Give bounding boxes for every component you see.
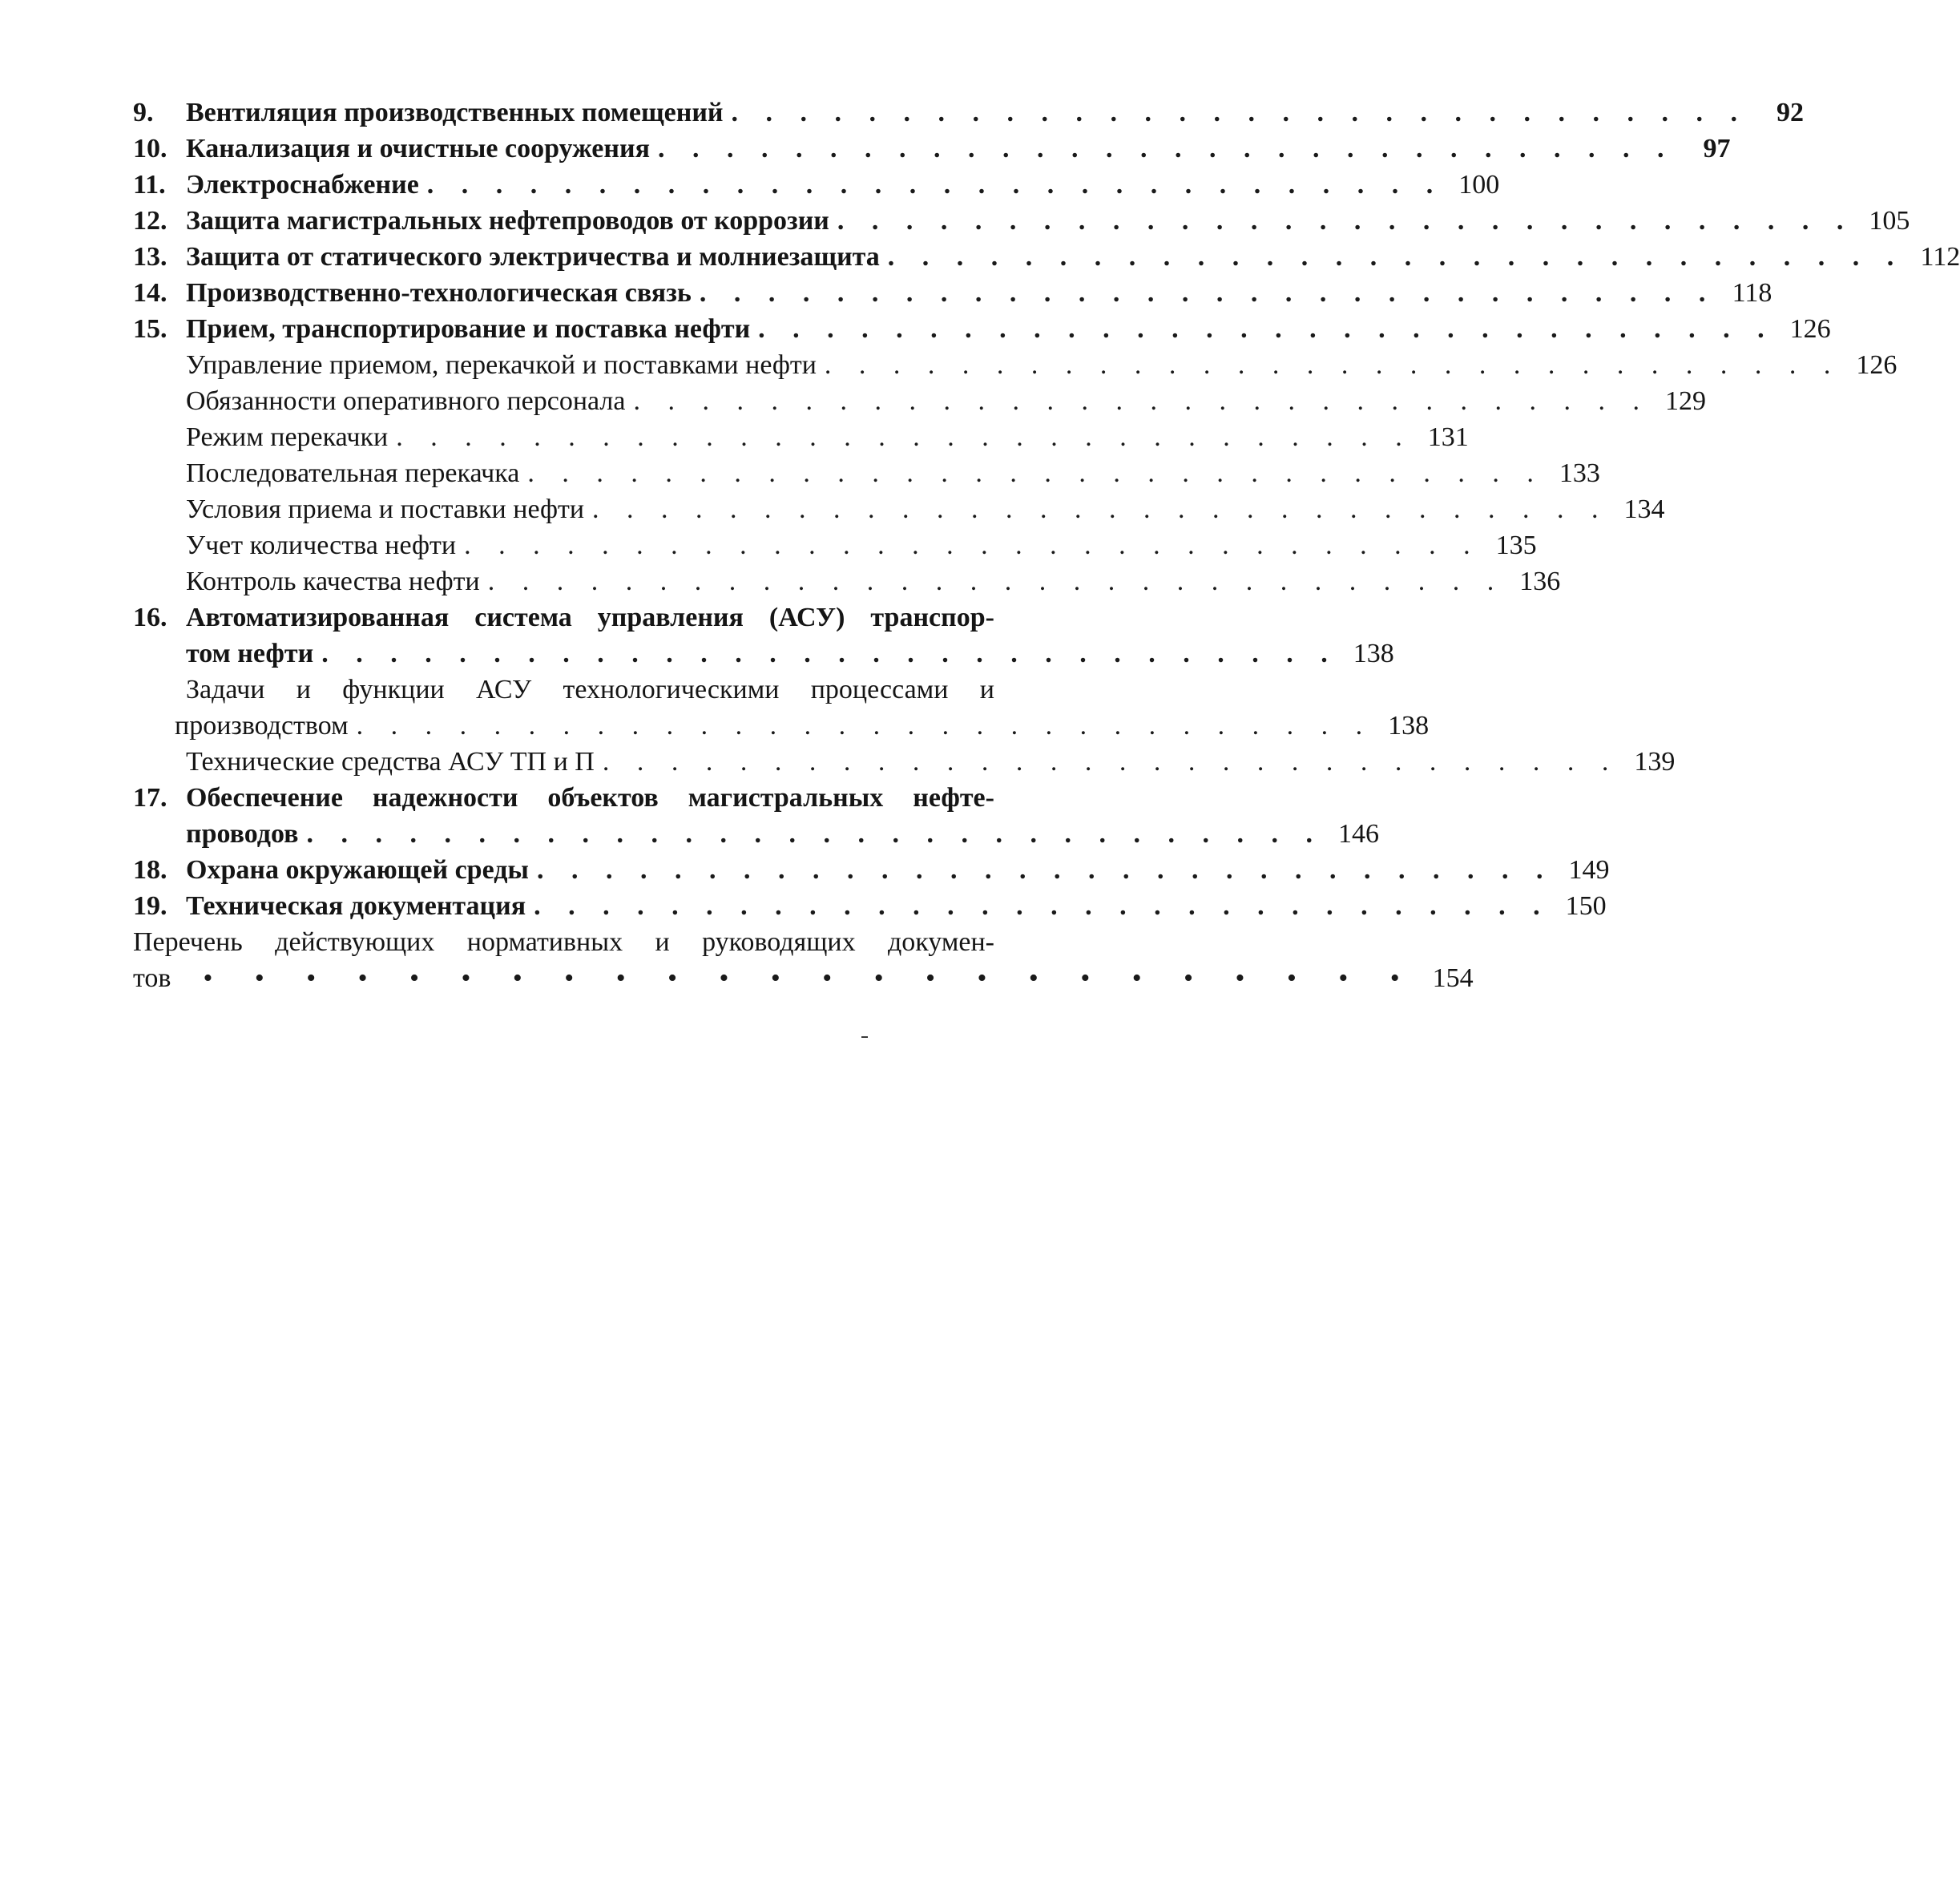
- entry-title: Защита магистральных нефтепроводов от коррозии: [186, 206, 829, 236]
- entry-title-continued: тов: [133, 963, 171, 993]
- entry-title: Электроснабжение: [186, 170, 419, 200]
- leader-dots: . . . . . . . . . . . . . . . . . . . . . . . . . . . . . .: [487, 567, 1505, 596]
- entry-title: Контроль качества нефти: [186, 567, 480, 596]
- leader-dots: . . . . . . . . . . . . . . . . . . . . . . . . . . . . . .: [758, 314, 1775, 344]
- toc-entry-12: [133, 203, 1910, 239]
- entry-title: Обязанности оперативного персонала: [186, 386, 626, 416]
- entry-title-word: нормативных: [466, 927, 623, 957]
- entry-page: 129: [1664, 386, 1706, 416]
- entry-page: 118: [1732, 278, 1772, 308]
- toc-subentry: [133, 455, 1600, 491]
- entry-page: 138: [1353, 639, 1394, 668]
- entry-title-word: и: [655, 927, 670, 957]
- entry-page: 146: [1338, 819, 1380, 849]
- entry-number: 10.: [133, 134, 167, 163]
- toc-subentry: [133, 383, 1706, 419]
- entry-title: Учет количества нефти: [186, 531, 457, 560]
- entry-page: 100: [1458, 170, 1500, 200]
- entry-title: Канализация и очистные сооружения: [186, 134, 650, 163]
- entry-page: 126: [1856, 350, 1897, 380]
- toc-entry-17-line2: [133, 816, 1380, 852]
- leader-dots: . . . . . . . . . . . . . . . . . . . . . . . . . . . . . .: [464, 531, 1481, 560]
- toc-subentry: [133, 563, 1561, 599]
- leader-dots: . . . . . . . . . . . . . . . . . . . . . . . . . . . . . .: [592, 494, 1609, 524]
- entry-page: 133: [1559, 458, 1600, 488]
- entry-title-word: процессами: [810, 675, 949, 704]
- entry-title-word: руководящих: [702, 927, 856, 957]
- entry-title-word: Задачи: [186, 675, 265, 704]
- entry-title: Режим перекачки: [186, 422, 389, 452]
- entry-title-continued: производством: [175, 711, 349, 741]
- entry-title: Управление приемом, перекачкой и поставками нефти: [186, 350, 817, 380]
- entry-page: 135: [1495, 531, 1537, 560]
- entry-title-word: объектов: [547, 783, 659, 813]
- leader-dots: . . . . . . . . . . . . . . . . . . . . . . . . . . . . . .: [824, 350, 1841, 380]
- entry-title: Защита от статического электричества и молниезащита: [186, 242, 880, 272]
- entry-title-word: функции: [342, 675, 445, 704]
- toc-entry-16-line1: [133, 599, 1087, 636]
- entry-page: 126: [1789, 314, 1831, 344]
- entry-number: 12.: [133, 206, 167, 236]
- toc-subentry: [133, 491, 1665, 527]
- entry-page: 136: [1519, 567, 1561, 596]
- leader-dots: . . . . . . . . . . . . . . . . . . . . . . . . . . . . . .: [536, 855, 1554, 885]
- entry-number: 18.: [133, 855, 167, 885]
- entry-title-word: управления: [597, 603, 744, 632]
- leader-dots: . . . . . . . . . . . . . . . . . . . . . . . . . . . . . .: [731, 98, 1748, 127]
- leader-dots: . . . . . . . . . . . . . . . . . . . . . . . . . . . . . .: [321, 639, 1338, 668]
- entry-page: 112: [1920, 242, 1960, 272]
- leader-dots: . . . . . . . . . . . . . . . . . . . . . . . . . . . . . .: [633, 386, 1650, 416]
- toc-entry-final-line1: [133, 924, 1087, 960]
- toc-entry-14: [133, 275, 1772, 311]
- toc-entry-18: [133, 852, 1610, 888]
- entry-title: Производственно-технологическая связь: [186, 278, 692, 308]
- entry-title-word: технологическими: [563, 675, 780, 704]
- entry-page: 92: [1777, 98, 1805, 127]
- entry-page: 139: [1634, 747, 1676, 777]
- leader-dots: . . . . . . . . . . . . . . . . . . . . . . . . . . . . . .: [396, 422, 1413, 452]
- entry-title-word: магистральных: [688, 783, 884, 813]
- entry-number: 9.: [133, 98, 154, 127]
- entry-title-word: надежности: [372, 783, 518, 813]
- entry-title-continued: том нефти: [186, 639, 314, 668]
- entry-page: 150: [1565, 891, 1607, 921]
- toc-entry-final-line2: [133, 960, 1474, 996]
- leader-dots: . . . . . . . . . . . . . . . . . . . . . . . . . . . . . .: [837, 206, 1854, 236]
- entry-title: Последовательная перекачка: [186, 458, 520, 488]
- toc-subentry-16-1-line1: [133, 672, 1087, 708]
- entry-title: Техническая документация: [186, 891, 526, 921]
- entry-title-word: Перечень: [133, 927, 243, 957]
- table-of-contents: [133, 95, 1960, 996]
- toc-entry-10: [133, 131, 1731, 167]
- toc-subentry-16-1-line2: [133, 708, 1430, 744]
- entry-number: 16.: [133, 603, 167, 632]
- entry-number: 14.: [133, 278, 167, 308]
- toc-entry-17-line1: [133, 780, 1087, 816]
- toc-subentry: [133, 347, 1897, 383]
- entry-page: 97: [1703, 134, 1731, 163]
- entry-title-word: система: [474, 603, 572, 632]
- entry-page: 131: [1427, 422, 1469, 452]
- toc-entry-19: [133, 888, 1607, 924]
- entry-title-word: и: [296, 675, 311, 704]
- entry-number: 11.: [133, 170, 166, 200]
- leader-dots: . . . . . . . . . . . . . . . . . . . . . . . . . . . . . .: [602, 747, 1619, 777]
- toc-subentry-16-2: [133, 744, 1676, 780]
- entry-page: 149: [1568, 855, 1610, 885]
- leader-dots: . . . . . . . . . . . . . . . . . . . . . . . . . . . . . .: [306, 819, 1324, 849]
- entry-title: Прием, транспортирование и поставка нефти: [186, 314, 751, 344]
- entry-number: 13.: [133, 242, 167, 272]
- entry-title-word: транспор-: [870, 603, 994, 632]
- entry-title-word: (АСУ): [768, 603, 845, 632]
- entry-title-continued: проводов: [186, 819, 299, 849]
- toc-entry-16-line2: [133, 636, 1394, 672]
- toc-subentry: [133, 527, 1537, 563]
- entry-page: 105: [1869, 206, 1910, 236]
- toc-entry-15: [133, 311, 1831, 347]
- leader-dots: . . . . . . . . . . . . . . . . . . . . . . . . . . . . . .: [887, 242, 1905, 272]
- entry-title-word: Обеспечение: [186, 783, 343, 813]
- leader-dots: . . . . . . . . . . . . . . . . . . . . . . . . . . . . . .: [657, 134, 1675, 163]
- entry-number: 19.: [133, 891, 167, 921]
- entry-title-word: действующих: [275, 927, 435, 957]
- entry-title-word: АСУ: [476, 675, 532, 704]
- leader-dots: . . . . . . . . . . . . . . . . . . . . . . . . . . . . . .: [426, 170, 1444, 200]
- entry-title: Вентиляция производственных помещений: [186, 98, 724, 127]
- toc-entry-9: [133, 95, 1805, 131]
- toc-subentry: [133, 419, 1469, 455]
- entry-title-word: и: [979, 675, 994, 704]
- toc-entry-11: [133, 167, 1500, 203]
- entry-page: 134: [1623, 494, 1665, 524]
- leader-dots: . . . . . . . . . . . . . . . . . . . . . . . . . . . . . .: [699, 278, 1716, 308]
- leader-dots: . . . . . . . . . . . . . . . . . . . . . . . . . . . . . .: [527, 458, 1544, 488]
- entry-title-word: нефте-: [913, 783, 994, 813]
- entry-number: 17.: [133, 783, 167, 813]
- entry-title-word: Автоматизированная: [186, 603, 450, 632]
- entry-title-word: докумен-: [887, 927, 994, 957]
- scan-speck: [861, 1036, 868, 1038]
- leader-dots: • • • • • • • • • • • • • • • • • • • • • • • •: [203, 963, 1418, 993]
- entry-page: 138: [1388, 711, 1430, 741]
- leader-dots: . . . . . . . . . . . . . . . . . . . . . . . . . . . . . .: [534, 891, 1551, 921]
- entry-title: Условия приема и поставки нефти: [186, 494, 585, 524]
- toc-entry-13: [133, 239, 1960, 275]
- leader-dots: . . . . . . . . . . . . . . . . . . . . . . . . . . . . . .: [356, 711, 1373, 741]
- entry-title: Технические средства АСУ ТП и П: [186, 747, 595, 777]
- entry-number: 15.: [133, 314, 167, 344]
- entry-page: 154: [1432, 963, 1474, 993]
- entry-title: Охрана окружающей среды: [186, 855, 529, 885]
